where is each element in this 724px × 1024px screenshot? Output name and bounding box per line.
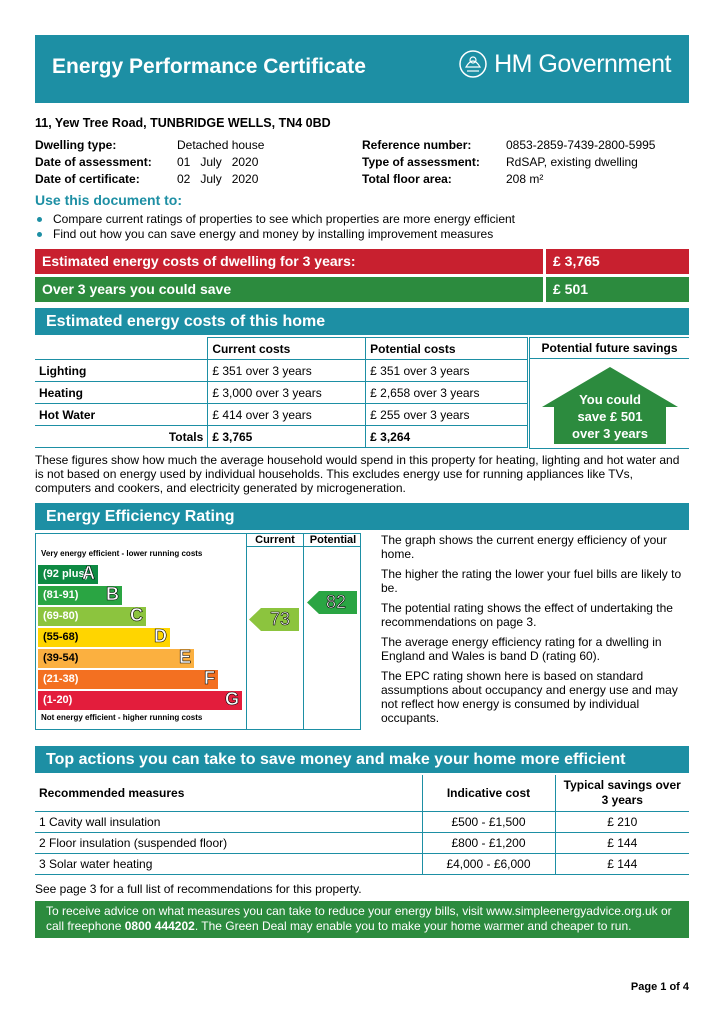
total-potential: £ 3,264 (366, 426, 528, 448)
band-range: (21-38) (43, 673, 79, 685)
table-header-row (35, 775, 689, 811)
band-letter: G (224, 689, 239, 709)
current-rating-value: 73 (269, 609, 291, 629)
use-document-heading: Use this document to: (35, 192, 183, 208)
band-letter: D (154, 626, 167, 646)
band-letter: C (130, 605, 143, 625)
table-row (35, 832, 689, 853)
blank-header (35, 338, 208, 360)
advice-banner (35, 901, 689, 938)
rating-band-a (38, 565, 98, 584)
list-item: Compare current ratings of properties to see which properties are more energy efficient (35, 212, 689, 227)
actions-section-heading: Top actions you can take to save money and make your home more efficient (35, 746, 689, 773)
band-range: (92 plus) (43, 568, 89, 580)
savings-house-text (556, 391, 664, 442)
typical-saving: £ 210 (555, 811, 689, 832)
potential-cost: £ 351 over 3 years (366, 360, 528, 382)
measure: 2 Floor insulation (suspended floor) (35, 832, 422, 853)
actions-table (35, 775, 689, 875)
estimated-costs-bar-label: Estimated energy costs of dwelling for 3 years: (35, 249, 543, 274)
savings-header: Typical savings over 3 years (555, 775, 689, 811)
band-letter: E (178, 647, 191, 667)
see-page-note: See page 3 for a full list of recommendations for this property. (35, 882, 362, 896)
explanation-paragraph: The graph shows the current energy efficiency of your home. (381, 533, 667, 561)
date-certificate-value: 02 July 2020 (177, 172, 259, 186)
use-document-list (35, 212, 689, 242)
date-assessment-value: 01 July 2020 (177, 155, 259, 169)
crest-icon (458, 49, 488, 79)
reference-value: 0853-2859-7439-2800-5995 (506, 138, 656, 152)
explanation-paragraph: The potential rating shows the effect of undertaking the recommendations on page 3. (381, 601, 673, 629)
table-row (35, 811, 689, 832)
indicative-cost: £800 - £1,200 (422, 832, 555, 853)
current-costs-header: Current costs (208, 338, 366, 360)
savings-line-2: save £ 501 (577, 409, 643, 424)
hm-government-text: HM Government (494, 49, 671, 78)
explanation-paragraph: The average energy efficiency rating for a dwelling in England and Wales is band D (rating 60). (381, 635, 662, 663)
table-row (35, 853, 689, 874)
costs-note: These figures show how much the average household would spend in this property for heating, lighting and hot water and is not based on energy used by individual households. This excludes energy use for running appliances like TVs, computers and cookers, and electricity generated by microgeneration. (35, 453, 680, 495)
totals-row (35, 426, 528, 448)
row-label: Lighting (35, 360, 208, 382)
current-cost: £ 3,000 over 3 years (208, 382, 366, 404)
document-title: Energy Performance Certificate (52, 55, 366, 78)
costs-table (35, 337, 528, 448)
rating-band-f (38, 670, 218, 689)
potential-cost: £ 255 over 3 years (366, 404, 528, 426)
measure: 3 Solar water heating (35, 853, 422, 874)
band-range: (69-80) (43, 610, 79, 622)
date-certificate-label: Date of certificate: (35, 172, 140, 186)
hm-government-logo (458, 49, 671, 79)
band-range: (81-91) (43, 589, 79, 601)
current-column-header: Current (255, 534, 295, 546)
advice-phone: 0800 444202 (124, 919, 195, 933)
save-bar-label: Over 3 years you could save (35, 277, 543, 302)
typical-saving: £ 144 (555, 853, 689, 874)
indicative-cost: £500 - £1,500 (422, 811, 555, 832)
row-label: Hot Water (35, 404, 208, 426)
current-cost: £ 414 over 3 years (208, 404, 366, 426)
savings-line-1: You could (579, 392, 641, 407)
efficiency-section-heading: Energy Efficiency Rating (35, 503, 689, 530)
details-right (362, 137, 692, 188)
totals-label: Totals (35, 426, 208, 448)
bottom-caption: Not energy efficient - higher running costs (41, 713, 203, 722)
total-current: £ 3,765 (208, 426, 366, 448)
details-left (35, 137, 355, 188)
reference-label: Reference number: (362, 138, 472, 152)
potential-rating-value: 82 (325, 592, 347, 612)
typical-saving: £ 144 (555, 832, 689, 853)
table-header-row (35, 338, 528, 360)
floor-area-label: Total floor area: (362, 172, 452, 186)
advice-text-2: . The Green Deal may enable you to make your home warmer and cheaper to run. (194, 919, 632, 933)
table-row (35, 382, 528, 404)
rating-band-g (38, 691, 242, 710)
band-range: (39-54) (43, 652, 79, 664)
dwelling-type-value: Detached house (177, 138, 265, 152)
cost-header: Indicative cost (422, 775, 555, 811)
property-address: 11, Yew Tree Road, TUNBRIDGE WELLS, TN4 0BD (35, 116, 331, 130)
potential-costs-header: Potential costs (366, 338, 528, 360)
efficiency-explanation (381, 533, 689, 725)
potential-column-header: Potential (309, 534, 357, 546)
estimated-costs-bar-value: £ 3,765 (546, 249, 689, 274)
costs-section-heading: Estimated energy costs of this home (35, 308, 689, 335)
row-label: Heating (35, 382, 208, 404)
potential-cost: £ 2,658 over 3 years (366, 382, 528, 404)
floor-area-value: 208 m² (506, 172, 544, 186)
future-savings-header: Potential future savings (529, 337, 689, 359)
band-letter: F (204, 668, 215, 688)
explanation-paragraph: The higher the rating the lower your fuel bills are likely to be. (381, 567, 682, 595)
list-item: Find out how you can save energy and money by installing improvement measures (35, 227, 689, 242)
band-range: (55-68) (43, 631, 79, 643)
table-row (35, 360, 528, 382)
type-assessment-value: RdSAP, existing dwelling (506, 155, 638, 169)
advice-text-1: To receive advice on what measures you can take to reduce your energy bills, visit www.simpleenergyadvice.org.uk or call freephone (46, 904, 672, 933)
indicative-cost: £4,000 - £6,000 (422, 853, 555, 874)
band-range: (1-20) (43, 694, 73, 706)
band-letter: B (106, 584, 119, 604)
rating-band-c (38, 607, 146, 626)
savings-line-3: over 3 years (572, 426, 648, 441)
top-caption: Very energy efficient - lower running costs (41, 549, 203, 558)
page-number: Page 1 of 4 (630, 981, 689, 993)
dwelling-type-label: Dwelling type: (35, 138, 117, 152)
measure: 1 Cavity wall insulation (35, 811, 422, 832)
date-assessment-label: Date of assessment: (35, 155, 152, 169)
rating-band-b (38, 586, 122, 605)
table-row (35, 404, 528, 426)
header-banner (35, 35, 689, 103)
current-cost: £ 351 over 3 years (208, 360, 366, 382)
rating-band-d (38, 628, 170, 647)
rating-band-e (38, 649, 194, 668)
measures-header: Recommended measures (35, 775, 422, 811)
explanation-paragraph: The EPC rating shown here is based on standard assumptions about occupancy and energy use and may not reflect how energy is consumed by individual occupants. (381, 669, 678, 725)
band-letter: A (82, 563, 95, 583)
save-bar-value: £ 501 (546, 277, 689, 302)
type-assessment-label: Type of assessment: (362, 155, 480, 169)
